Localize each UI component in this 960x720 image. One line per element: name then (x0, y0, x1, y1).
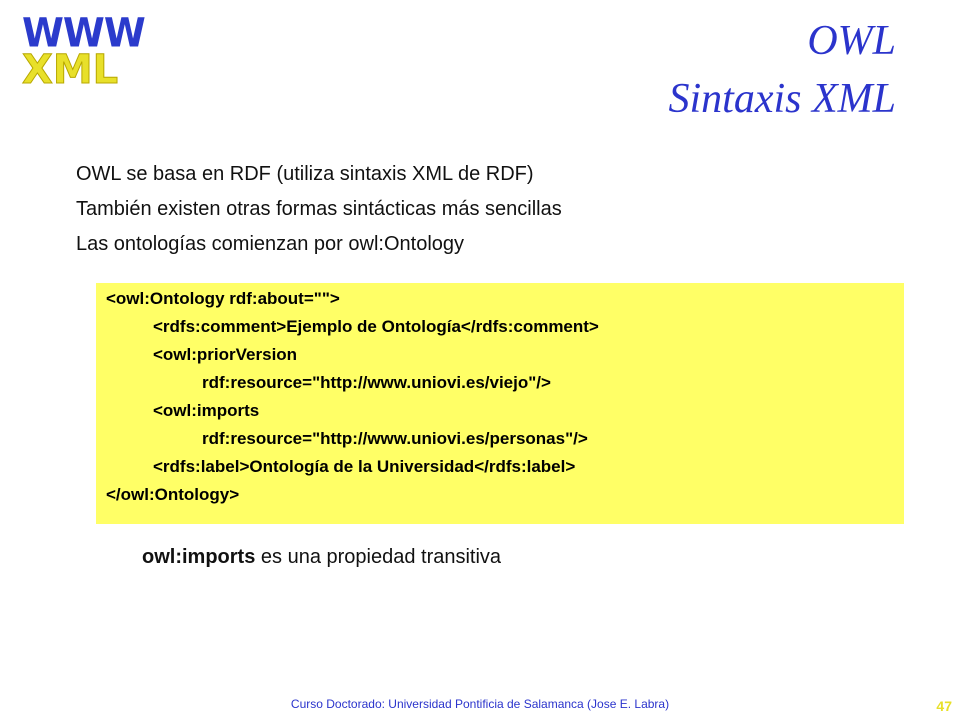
code-line: <owl:priorVersion (153, 345, 298, 364)
note-term: owl:imports (142, 546, 256, 568)
code-example-box (96, 283, 904, 524)
slide-title (669, 12, 897, 128)
bullet-item: También existen otras formas sintácticas más sencillas (76, 198, 562, 220)
www-xml-logo (22, 9, 145, 93)
title-line-2: Sintaxis XML (668, 76, 896, 122)
code-line: <rdfs:label>Ontología de la Universidad</rdfs:label> (153, 457, 576, 476)
title-line-1: OWL (807, 18, 896, 64)
code-line: rdf:resource="http://www.uniovi.es/personas"/> (202, 429, 588, 448)
note-text (142, 546, 501, 569)
code-line: <owl:Ontology rdf:about=""> (106, 289, 340, 308)
logo-xml-text: XML (22, 47, 119, 93)
code-line: <rdfs:comment>Ejemplo de Ontología</rdfs:comment> (153, 317, 599, 336)
code-line: rdf:resource="http://www.uniovi.es/viejo"/> (202, 373, 551, 392)
logo-www-text: WWW (22, 9, 145, 57)
page-number: 47 (936, 698, 952, 714)
bullet-item: OWL se basa en RDF (utiliza sintaxis XML de RDF) (76, 163, 534, 185)
note-rest: es una propiedad transitiva (255, 546, 502, 568)
footer-text: Curso Doctorado: Universidad Pontificia de Salamanca (Jose E. Labra) (290, 697, 670, 711)
bullet-item: Las ontologías comienzan por owl:Ontology (76, 233, 465, 255)
bullet-list (76, 157, 562, 262)
code-line: </owl:Ontology> (106, 485, 240, 504)
code-line: <owl:imports (153, 401, 260, 420)
